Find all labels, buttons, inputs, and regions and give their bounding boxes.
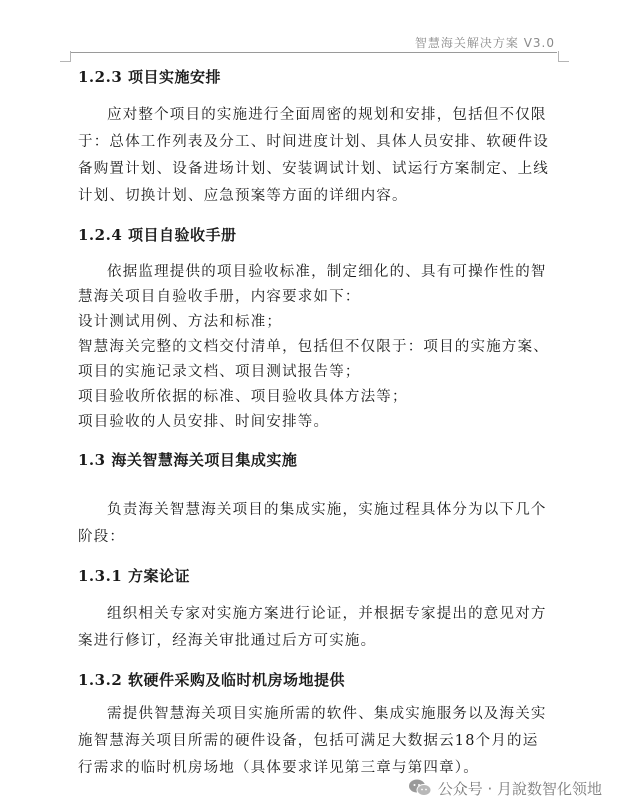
list-item: 智慧海关完整的文档交付清单，包括但不仅限于：项目的实施方案、项目的实施记录文档、项目测试报告等； — [78, 339, 549, 380]
list-item: 设计测试用例、方法和标准； — [78, 314, 283, 330]
list-item: 项目验收的人员安排、时间安排等。 — [78, 414, 330, 430]
crop-mark-right — [558, 51, 569, 62]
section-heading-1-2-3: 1.2.3 项目实施安排 — [78, 68, 221, 86]
section-heading-1-2-4: 1.2.4 项目自验收手册 — [78, 226, 237, 244]
paragraph: 组织相关专家对实施方案进行论证，并根据专家提出的意见对方案进行修订，经海关审批通过后方可实施。 — [78, 606, 547, 649]
paragraph: 负责海关智慧海关项目的集成实施，实施过程具体分为以下几个阶段： — [78, 502, 547, 545]
section-heading-1-3-2: 1.3.2 软硬件采购及临时机房场地提供 — [78, 671, 345, 689]
wechat-icon — [408, 778, 432, 798]
watermark-text: 公众号 · 月說数智化领地 — [437, 779, 602, 798]
paragraph: 需提供智慧海关项目实施所需的软件、集成实施服务以及海关实施智慧海关项目所需的硬件设备，包括可满足大数据云18个月的运行需求的临时机房场地（具体要求详见第三章与第四章）。 — [78, 706, 547, 776]
running-title: 智慧海关解决方案 V3.0 — [414, 36, 555, 50]
paragraph: 应对整个项目的实施进行全面周密的规划和安排，包括但不仅限于：总体工作列表及分工、时间进度计划、具体人员安排、软硬件设备购置计划、设备进场计划、安装调试计划、试运行方案制定、上线计划、切换计划、应急预案等方面的详细内容。 — [78, 107, 549, 204]
document-body — [78, 62, 554, 782]
paragraph: 依据监理提供的项目验收标准，制定细化的、具有可操作性的智慧海关项目自验收手册，内容要求如下： — [78, 264, 547, 305]
page-header — [70, 28, 557, 53]
watermark — [408, 777, 602, 799]
crop-mark-left — [60, 51, 71, 62]
section-heading-1-3-1: 1.3.1 方案论证 — [78, 567, 190, 585]
section-heading-1-3: 1.3 海关智慧海关项目集成实施 — [78, 451, 298, 469]
list-item: 项目验收所依据的标准、项目验收具体方法等； — [78, 389, 408, 405]
